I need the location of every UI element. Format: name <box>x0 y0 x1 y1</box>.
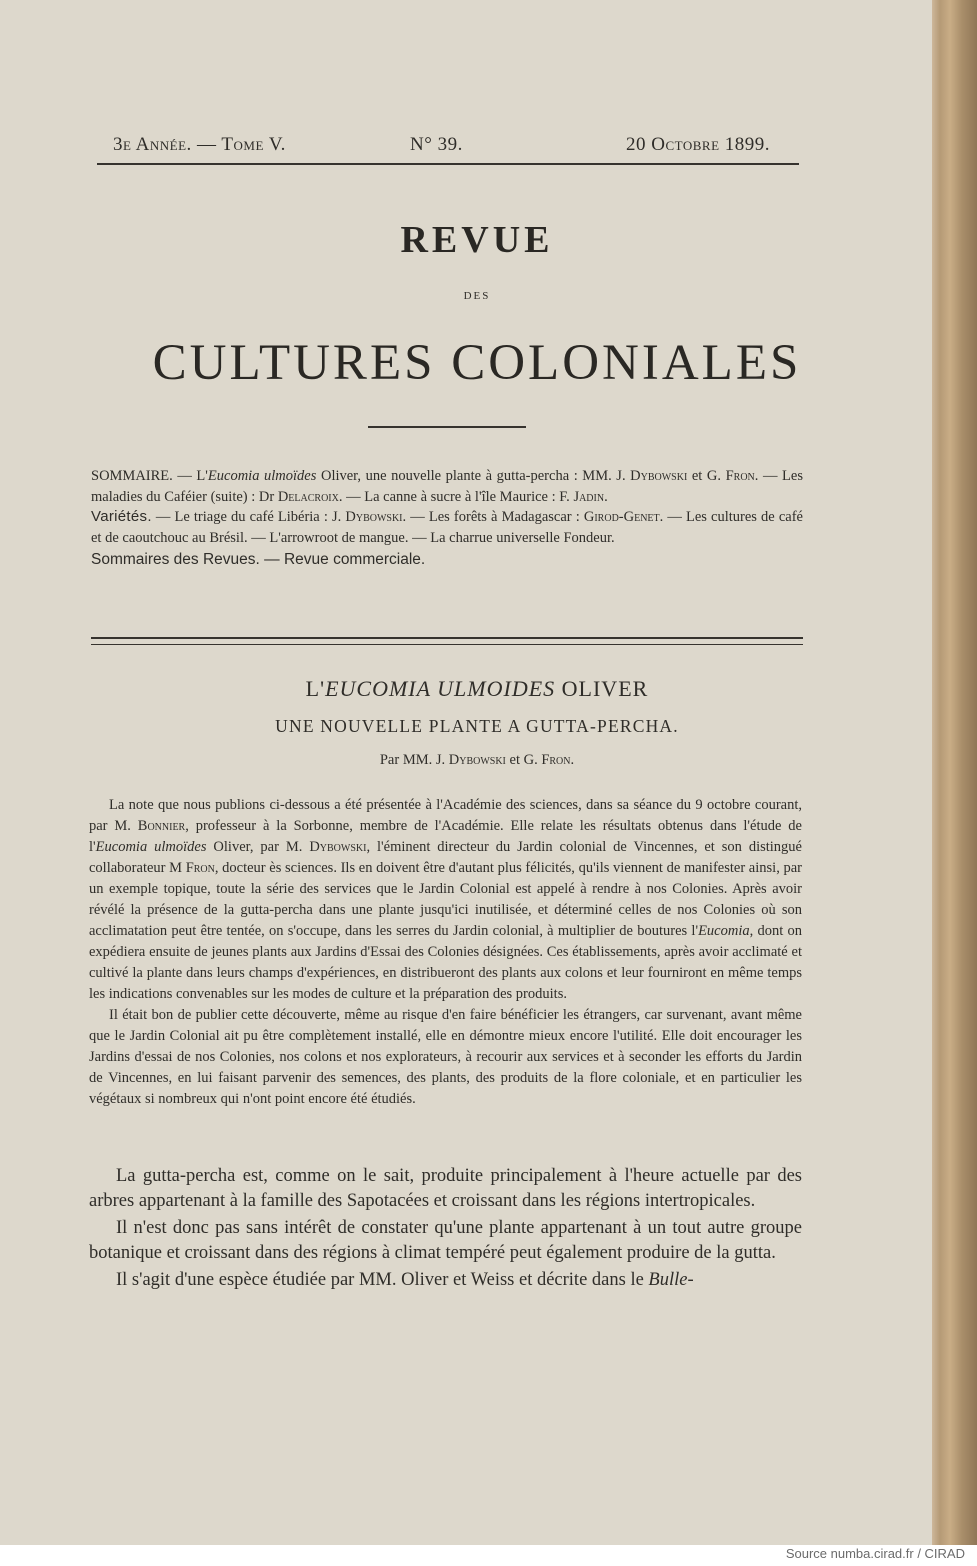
body-paragraph: Il n'est donc pas sans intérêt de constater qu'une plante appartenant à un tout autre groupe botanique et croissant dans des régions à climat tempéré peut également produire de la gutta. <box>89 1218 802 1263</box>
source-credit: Source numba.cirad.fr / CIRAD <box>785 1546 965 1561</box>
section-double-rule <box>91 637 803 645</box>
sommaire-author: Fron <box>725 468 755 484</box>
sommaire-text: . <box>604 488 608 505</box>
body-text: Il s'agit d'une espèce étudiée par MM. Oliver et Weiss et décrite dans le <box>116 1270 649 1290</box>
byline-text: . <box>570 752 575 768</box>
sommaire-text: . — La canne à sucre à l'île Maurice : F. <box>338 488 574 505</box>
varietes-paragraph <box>91 507 803 548</box>
article-title-suffix: OLIVER <box>555 676 649 701</box>
sommaire-text: Oliver, une nouvelle plante à gutta-percha : MM. J. <box>316 468 631 484</box>
article-title-prefix: L' <box>305 676 326 701</box>
varietes-author: Girod-Genet <box>583 509 660 525</box>
header-issue-number: N° 39. <box>410 134 463 155</box>
editorial-text: , l'éminent directeur du Jardin colonial de Vincennes, et son distingué collaborateur M <box>89 839 802 876</box>
page-edge <box>932 0 977 1545</box>
varietes-text: — Le triage du café Libéria : J. <box>151 509 346 525</box>
byline-author: Fron <box>541 752 571 768</box>
editorial-name: Fron <box>185 860 215 876</box>
editorial-name: Bonnier <box>137 818 186 834</box>
header-rule <box>97 163 799 165</box>
varietes-label: Variétés. <box>91 508 152 525</box>
editorial-text: Oliver, par M. <box>206 839 310 855</box>
byline-author: Dybowski <box>448 752 506 768</box>
article-title <box>0 676 944 702</box>
editorial-text: , docteur ès sciences. Ils en doivent être d'autant plus félicités, qu'ils viennent de manifester ainsi, par un exemple topique, toute la série des services que le Jardin Colonial est appelé à rendre à nos Colonies. Après avoir révélé la présence de la gutta-percha dans une plante jusqu'ici inutilisée, et déterminé celles de nos Colonies où son acclimatation peut être tentée, on s'occupe, dans les serres du Jardin colonial, à multiplier de boutures l' <box>89 860 802 939</box>
editorial-paragraph <box>89 795 802 1005</box>
revues-line: Sommaires des Revues. — Revue commerciale. <box>91 551 426 568</box>
varietes-text: . — Les forêts à Madagascar : <box>402 509 584 525</box>
body-paragraph <box>89 1268 802 1293</box>
body-italic: Bulle- <box>648 1270 694 1290</box>
sommaire-author: Jadin <box>573 488 605 505</box>
sommaire-text: et G. <box>687 468 726 484</box>
article-title-italic: EUCOMIA ULMOIDES <box>325 676 556 701</box>
masthead-des: DES <box>463 290 491 302</box>
editorial-text: , professeur à la Sorbonne, membre de l'Académie. Elle relate les résultats obtenus dans l'étude de l' <box>89 818 802 855</box>
article-body <box>89 1164 802 1295</box>
editorial-paragraph: Il était bon de publier cette découverte, même au risque d'en faire bénéficier les étrangers, car survenant, avant même que le Jardin Colonial ait pu être complètement installé, elle en démontre mieux encore l'utilité. Elle doit encourager les Jardins d'essai de nos Colonies, nos colons et nos explorateurs, à recourir aux services et à seconder les efforts du Jardin de Vincennes, en lui faisant parvenir des semences, des plants, des produits de la flore coloniale, et en particulier les végétaux si nombreux qui n'ont point encore été étudiés. <box>89 1007 802 1107</box>
sommaire-author: Delacroix <box>277 488 339 505</box>
editorial-italic: Eucomia <box>698 923 750 939</box>
header-volume: 3e Année. — Tome V. <box>113 134 286 155</box>
masthead-rule <box>368 426 526 428</box>
article-subtitle: UNE NOUVELLE PLANTE A GUTTA-PERCHA. <box>275 716 679 736</box>
header-date: 20 Octobre 1899. <box>626 134 771 155</box>
body-paragraph: La gutta-percha est, comme on le sait, produite principalement à l'heure actuelle par des arbres appartenant à la famille des Sapotacées et croissant dans les régions intertropicales. <box>89 1166 802 1211</box>
table-of-contents <box>91 466 803 571</box>
masthead-title: CULTURES COLONIALES <box>152 335 802 391</box>
editorial-name: Dybowski <box>309 839 367 855</box>
varietes-text: . — Les cultures de café et de caoutchouc au Brésil. — L'arrowroot de mangue. — La charrue universelle Fondeur. <box>91 509 803 546</box>
varietes-author: Dybowski <box>345 509 403 525</box>
sommaire-text: . — Les maladies du Caféier (suite) : Dr <box>91 468 803 505</box>
editorial-text: La note que nous publions ci-dessous a été présentée à l'Académie des sciences, dans sa séance du 9 octobre courant, par M. <box>89 797 802 834</box>
editorial-italic: Eucomia ulmoïdes <box>95 839 207 855</box>
article-byline <box>0 752 944 769</box>
sommaire-italic: Eucomia ulmoïdes <box>207 468 317 484</box>
sommaire-label: SOMMAIRE. <box>91 468 173 484</box>
masthead-revue: REVUE <box>400 219 554 261</box>
editorial-text: , dont on expédiera ensuite de jeunes plants aux Jardins d'Essai des Colonies désignées. Ces établissements, après avoir acclimaté et cultivé la plante dans leurs champs d'expériences, en distribueront des plants aux colons et leur fourniront en même temps les indications convenables sur les modes de culture et la préparation des produits. <box>89 923 803 1002</box>
sommaire-paragraph <box>91 466 803 507</box>
editorial-note <box>89 795 802 1110</box>
sommaire-author: Dybowski <box>630 468 688 484</box>
sommaire-text: — L' <box>172 468 208 484</box>
byline-text: et G. <box>505 752 542 768</box>
byline-text: Par MM. J. <box>379 752 449 768</box>
